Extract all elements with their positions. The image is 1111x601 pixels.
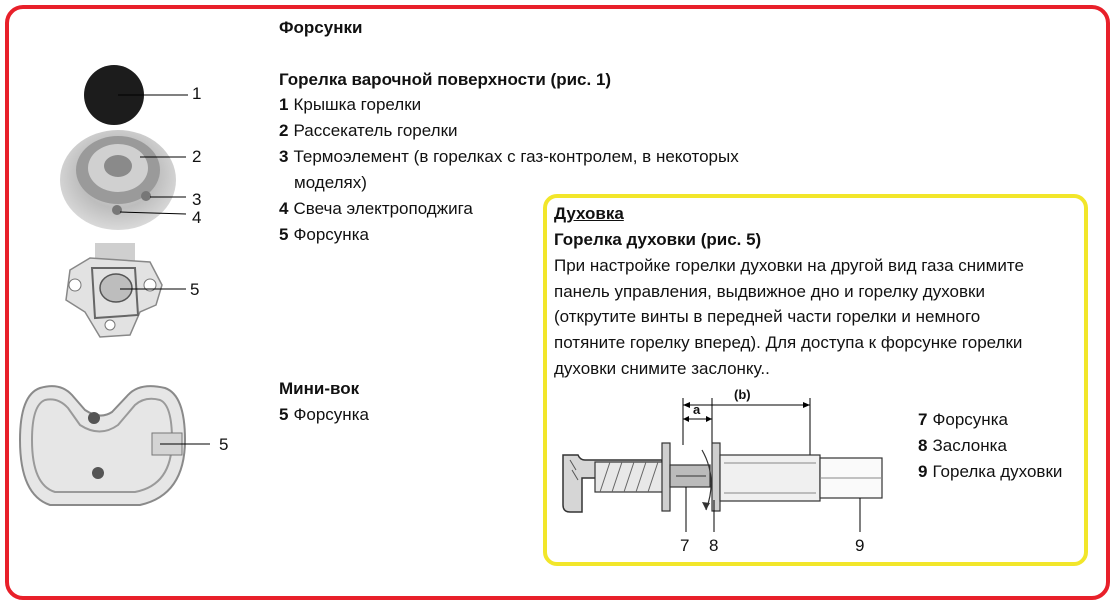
list-item: 3 Термоэлемент (в горелках с газ-контролем, в некоторых xyxy=(279,147,739,166)
callout-2: 2 xyxy=(192,147,202,166)
list-item: 4 Свеча электроподжига xyxy=(279,199,473,218)
oven-instructions-line: (открутите винты в передней части горелки и немного xyxy=(554,307,981,326)
callout-5-wok: 5 xyxy=(219,435,229,454)
cooktop-title: Горелка варочной поверхности (рис. 1) xyxy=(279,70,612,89)
legend-item: 8 Заслонка xyxy=(918,436,1007,455)
callout-4: 4 xyxy=(192,208,202,227)
oven-instructions-line: При настройке горелки духовки на другой вид газа снимите xyxy=(554,256,1024,275)
oven-burner-title: Горелка духовки (рис. 5) xyxy=(554,230,762,249)
list-item: 1 Крышка горелки xyxy=(279,95,422,114)
list-item: 5 Форсунка xyxy=(279,225,369,244)
callout-3: 3 xyxy=(192,190,202,209)
miniwok-title: Мини-вок xyxy=(279,379,360,398)
diagram-callout-9: 9 xyxy=(855,536,865,555)
list-item: 5 Форсунка xyxy=(279,405,369,424)
diagram-callout-7: 7 xyxy=(680,536,690,555)
oven-instructions-line: панель управления, выдвижное дно и горелку духовки xyxy=(554,282,985,301)
legend-item: 7 Форсунка xyxy=(918,410,1008,429)
oven-instructions-line: духовки снимите заслонку.. xyxy=(554,359,770,378)
diagram-callout-8: 8 xyxy=(709,536,719,555)
dimension-b-label: (b) xyxy=(734,387,751,402)
legend-item: 9 Горелка духовки xyxy=(918,462,1063,481)
oven-instructions-line: потяните горелку вперед). Для доступа к форсунке горелки xyxy=(554,333,1023,352)
callout-5: 5 xyxy=(190,280,200,299)
dimension-a-label: a xyxy=(693,402,701,417)
callout-1: 1 xyxy=(192,84,202,103)
list-item: моделях) xyxy=(294,173,367,192)
oven-burner-diagram xyxy=(0,0,1,1)
page-title: Форсунки xyxy=(279,18,363,37)
list-item: 2 Рассекатель горелки xyxy=(279,121,458,140)
oven-section-title: Духовка xyxy=(554,204,624,223)
